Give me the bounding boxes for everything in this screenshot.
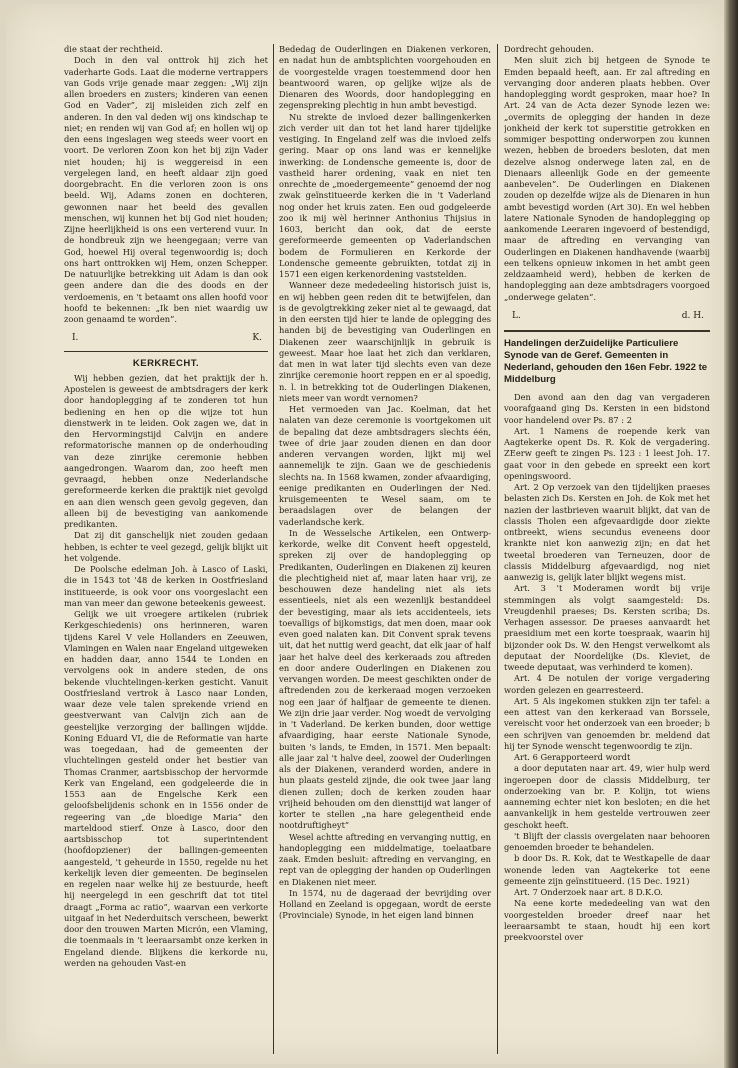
- paragraph: a door deputaten naar art. 49, wier hulp werd ingeroepen door de classis Middelburg, ter onderzoeking van br. P. Kolijn, tot wiens aanneming echter niet kon besloten; en die het aanvankelijk in hem gestelde vertrouwen zeer geschokt heeft.: [504, 763, 710, 830]
- column-left: [64, 44, 268, 1054]
- paragraph: die staat der rechtheid.: [64, 44, 163, 54]
- column-rule: [273, 44, 274, 1054]
- paragraph: b door Ds. R. Kok, dat te Westkapelle de daar wonende leden van Aagtekerke tot eene gemeente zijn geïnstitueerd. (15 Dec. 1921): [504, 853, 710, 886]
- article-signature: [72, 333, 262, 344]
- section-heading-synode: Handelingen derZuidelijke Particuliere Synode van de Geref. Gemeenten in Nederland, gehouden den 16en Febr. 1922 te Middelburg: [504, 338, 708, 385]
- column-right: [504, 44, 710, 1054]
- paragraph: Art. 5 Als ingekomen stukken zijn ter tafel: a een attest van den kerkeraad van Borssele, vereischt voor het onderzoek van een broeder; b een schrijven van genoemden br. meldend dat hij ter Synode wenscht tegenwoordig te zijn.: [504, 695, 710, 751]
- paragraph: In 1574, nu de dageraad der bevrijding over Holland en Zeeland is opgegaan, wordt de eerste (Provinciale) Synode, in het eigen land binnen: [279, 887, 491, 921]
- paragraph: Art. 2 Op verzoek van den tijdelijken praeses belasten zich Ds. Kersten en Joh. de Kok met het nazien der lastbrieven waaruit blijkt, dat van de classis Tholen een afgevaardigde door ziekte ontbreekt, wiens secundus eveneens door krankte niet kon aanwezig zijn; en dat het tweetal broederen van Terneuzen, door de classis Middelburg afgevaardigd, nog niet aanwezig is, gelijk later blijkt wegens mist.: [504, 482, 710, 582]
- paragraph: Doch in den val onttrok hij zich het vaderharte Gods. Laat die moderne vertrappers van Gods vrije genade maar zeggen: „Wij zijn allen broeders en zusters; kinderen van eenen God en Vader”, zij misleiden zich zelf en anderen. In den val deden wij ons kindschap te niet; en renden wij van God af; en hollen wij op den eens ingeslagen weg steeds weer voort en voort. De verloren Zoon kon het bij zijn Vader niet houden; hij is weggereisd in een vergelegen land, en heeft aldaar zijn goed doorgebracht. En die verloren zoon is ons beeld. Wij, Adams zonen en dochteren, gewonnen naar het beeld des gevallen menschen, wij kunnen het bij God niet houden; Zijne heerlijkheid is ons een verterend vuur. In de hondbreuk zijn we heengegaan; verre van God, hoewel Hij overal tegenwoordig is; doch ons hart onttrokken wij Hem, onzen Schepper. De natuurlijke betrekking uit Adam is dan ook geen andere dan die des doods en der verdoemenis, en 't betaamt ons allen hoofd voor hoofd te bekennen: „Ik ben niet waardig uw zoon genaamd te worden”.: [64, 55, 268, 324]
- paragraph: Den avond aan den dag van vergaderen voorafgaand ging Ds. Kersten in een bidstond voor handelend over Ps. 87 : 2: [504, 392, 710, 425]
- signature-right: d. H.: [681, 310, 704, 321]
- paragraph: Na eene korte mededeeling van wat den voorgestelden broeder dreef naar het leeraarsambt te staan, houdt hij een kort preekvoorstel over: [504, 898, 710, 942]
- signature-left: L.: [512, 310, 521, 321]
- paragraph: Wesel achtte aftreding en vervanging nuttig, en handoplegging een middelmatige, toelaatbare zaak. Emden besluit: aftreding en vervanging, en rept van de oplegging der handen op Ouderlingen en Diakenen niet meer.: [279, 831, 491, 887]
- column-rule: [497, 44, 498, 1054]
- paragraph: Art. 1 Namens de roepende kerk van Aagtekerke opent Ds. R. Kok de vergadering. ZEerw geeft te zingen Ps. 123 : 1 leest Joh. 17. gaat voor in den gebede en spreekt een kort openingswoord.: [504, 425, 710, 481]
- paragraph: In de Wesselsche Artikelen, een Ontwerp-kerkorde, welke dit Convent heeft opgesteld, spreken zij over de handoplegging op Predikanten, Ouderlingen en Diakenen zij keuren die plechtigheid niet af, maar laten haar vrij, ze beschouwen deze handeling niet als iets essentieels, niet als een wezenlijk bestanddeel der bevestiging, maar als iets accidenteels, iets toevalligs of bijkomstigs, dat men doen, maar ook even goed nalaten kan. Dit Convent sprak tevens uit, dat het nuttig werd geacht, dat elk jaar of half jaar het halve deel des kerkeraads zou aftreden en door andere Ouderlingen en Diakenen zou vervangen worden. De meest geschikten onder de aftredenden zou de kerkeraad mogen verzoeken nog een jaar óf halfjaar de gemeente te dienen. We zijn drie jaar verder. Nog woedt de vervolging in 't Vaderland. De kerken bunden, door wettige afvaardiging, haar eerste Nationale Synode, buiten 's lands, te Emden, in 1571. Men bepaalt: alle jaar zal 't halve deel, zoowel der Ouderlingen als der Diakenen, veranderd worden, andere in hun plaats gesteld zijnde, die ook twee jaar lang dienen zullen; doch de kerken zouden haar vrijheid behouden om den diensttijd wat langer of korter te stellen „na hare gelegentheid ende nootdruftigheyt”: [279, 527, 491, 831]
- paragraph: Wanneer deze mededeeling historisch juist is, en wij hebben geen reden dit te betwijfelen, dan is de gevolgtrekking zeker niet al te gewaagd, dat in den eersten tijd hier te lande de oplegging des handen bij de bevestiging van Ouderlingen en Diakenen zeer waarschijnlijk in gebruik is geweest. Maar hoe laat het zich dan verklaren, dat men in wat later tijd slechts even van deze zinrijke ceremonie hoort reppen en er al spoedig, n. l. in betrekking tot de Ouderlingen Diakenen, niets meer van wordt vernomen?: [279, 280, 491, 403]
- signature-right: K.: [252, 333, 262, 344]
- paragraph: Bededag de Ouderlingen en Diakenen verkoren, en nadat hun de ambtsplichten voorgehouden en de voorgestelde vragen toestemmend door hen beantwoord waren, op gelijke wijze als de Dienaren des Woords, door handoplegging en zegenspreking plechtig in hun ambt bevestigd.: [279, 44, 491, 111]
- divider: [64, 351, 268, 352]
- column-middle: [279, 44, 491, 1054]
- paragraph: 't Blijft der classis overgelaten naar behooren genoemden broeder te behandelen.: [504, 830, 710, 852]
- section-heading-kerkrecht: KERKRECHT.: [132, 357, 200, 369]
- article-signature: [512, 311, 704, 322]
- scan-edge-shadow: [724, 0, 738, 1068]
- divider: [504, 330, 710, 332]
- signature-left: I.: [72, 333, 79, 344]
- paragraph: Wij hebben gezien, dat het praktijk der h. Apostelen is geweest de ambtsdragers der kerk door handoplegging af te zonderen tot hun bediening en hen op die wijze tot hun dienstwerk in te leiden. Ook zagen we, dat in den Hervormingstijd Calvijn en andere reformatorische mannen op de onderhouding van deze zinrijke ceremonie hebben aangedrongen. Waarom dan, zoo heeft men gevraagd, hebben onze Nederlandsche gereformeerde kerken die praktijk niet gevolgd en aan dien wensch geen gevolg gegeven, dan alleen bij de bevestiging van aankomende predikanten.: [64, 372, 268, 529]
- paragraph: Dordrecht gehouden.: [504, 44, 594, 54]
- paragraph: Het vermoeden van Jac. Koelman, dat het nalaten van deze ceremonie is voortgekomen uit de bepaling dat deze ambtsdragers slechts één, twee of drie jaar zouden dienen en dan door anderen vervangen worden, lijkt mij wel aannemelijk te zijn. Gaan we de geschiedenis slechts na. In 1568 kwamen, zonder afvaardiging, eenige predikanten en Ouderlingen der Ned. kruisgemeenten te Wesel saam, om te beraadslagen over de belangen der vaderlandsche kerk.: [279, 404, 491, 527]
- paragraph: Art. 6 Gerapporteerd wordt: [514, 752, 631, 762]
- paragraph: Gelijk we uit vroegere artikelen (rubriek Kerkgeschiedenis) ons herinneren, waren tijdens Karel V vele Hollanders en Zeeuwen, Vlamingen en Walen naar Engeland uitgeweken en hadden daar, anno 1544 te Londen en vervolgens ook in andere steden, de ons bekende vluchtelingen-kerken gesticht. Vanuit Oostfriesland vertrok à Lasco naar Londen, waar deze vele talen sprekende vriend en geestverwant van Calvijn zich aan de geestelijke verzorging der ballingen wijdde. Koning Eduard VI, die de Reformatie van harte was toegedaan, had de gemeenten der vluchtelingen gesteld onder het bestier van Thomas Cranmer, aartsbisschop der hervormde Kerk van Engeland, een godgeleerde die in 1553 aan de Engelsche Kerk een geloofsbelijdenis schonk en in 1556 onder de regeering van „de bloedige Maria” den marteldood stierf. Onze à Lasco, door den aartsbisschop tot superintendent (hoofdopziener) der ballingen-gemeenten aangesteld, 't geheurde in 1550, regelde nu het kerkelijk leven dier gemeenten. De beginselen en regelen naar welke hij ze bestuurde, heeft hij neergelegd in een geschrift dat tot titel draagt „Forma ac ratio”, waarvan een verkorte uitgaaf in het Nederduitsch verscheen, bewerkt door den trouwen Marten Micrón, een Vlaming, die toenmaals in 't leeraarsambt onze kerken in Engeland diende. Blijkens die kerkorde nu, werden na gehouden Vast-en: [64, 609, 268, 968]
- paragraph: Nu strekte de invloed dezer ballingenkerken zich verder uit dan tot het land harer tijdelijke vestiging. In Engeland zelf was die invloed zelfs gering. Maar op ons land was er kennelijke inwerking: de Londensche gemeente is, door de vastheid harer ordening, vaak en niet ten onrechte de „moedergemeente” genoemd der nog zwak geïnstitueerde kerken die in 't Vaderland nog onder het kruis zaten. Een oud godgeleerde zoo ik mij wèl herinner Anthonius Thijsius in 1603, bericht dan ook, dat de eerste gereformeerde gemeenten op Vaderlandschen bodem de Formulieren en Kerkorde der Londensche gemeente gebruikten, totdat zij in 1571 een eigen kerkenordening vaststelden.: [279, 111, 491, 279]
- paragraph: Dat zij dit ganschelijk niet zouden gedaan hebben, is echter te veel gezegd, gelijk blijkt uit het volgende.: [64, 530, 268, 563]
- paragraph: De Poolsche edelman Joh. à Lasco of Laski, die in 1543 tot '48 de kerken in Oostfriesland institueerde, is ook voor ons voorgeslacht een man van meer dan gewone beteekenis geweest.: [64, 564, 268, 608]
- paragraph: Art. 3 't Moderamen wordt bij vrije stemmingen als volgt saamgesteld: Ds. Vreugdenhil praeses; Ds. Kersten scriba; Ds. Verhagen assessor. De praeses aanvaardt het praesidium met een korte toespraak, waarin hij bijzonder ook Ds. W. den Hengst verwelkomt als deputaat der Noordelijke (Ds. Kleviet, de tweede deputaat, was verhinderd te komen).: [504, 583, 710, 672]
- paragraph: Art. 4 De notulen der vorige vergadering worden gelezen en gearresteerd.: [504, 673, 710, 695]
- newspaper-page: [6, 4, 726, 1064]
- paragraph: Art. 7 Onderzoek naar art. 8 D.K.O.: [514, 887, 663, 897]
- paragraph: Men sluit zich bij hetgeen de Synode te Emden bepaald heeft, aan. Er zal aftreding en vervanging door anderen plaats hebben. Over handoplegging wordt gesproken, maar hoe? In Art. 24 van de Acta dezer Synode lezen we: „overmits de oplegging der handen in deze jonkheid der kerk tot superstitie getrokken en sommiger bespotting onderworpen zou kunnen wezen, hebben de broeders besloten, dat men dezelve alsnog onderwege laten zal, en de Dienaars alleenlijk Gode en der gemeente aanbevelen”. De Ouderlingen en Diakenen zouden op dezelfde wijze als de Dienaren in hun ambt bevestigd worden (Art 30). En wel hebben latere Nationale Synoden de handoplegging op aankomende Leeraren ingevoerd of bestendigd, maar de aftreding en vervanging van Ouderlingen en Diakenen handhavende (waarbij een telkens opnieuw inkomen in het ambt geen zeldzaamheid werd), hebben de kerken de handoplegging aan deze ambtsdragers voorgoed „onderwege gelaten”.: [504, 55, 710, 302]
